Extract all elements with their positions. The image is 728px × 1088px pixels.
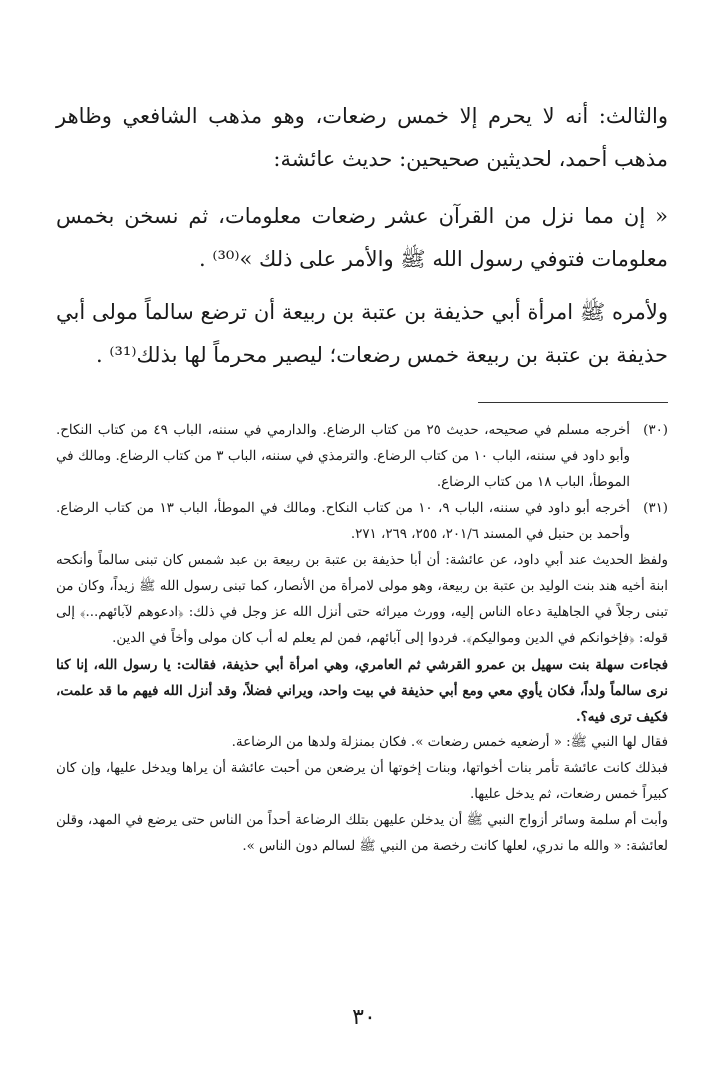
main-text	[56, 95, 668, 391]
footnote-paragraph-1: ولفظ الحديث عند أبي داود، عن عائشة: أن أبا حذيفة بن عتبة بن ربيعة بن عبد شمس كان تبنى سالماً وأنكحه ابنة أخيه هند بنت الوليد بن عتبة بن ربيعة، وهو مولى لامرأة من الأنصار، كما تبنى رسول الله ﷺ زيداً، وكان من تبنى رجلاً في الجاهلية دعاه الناس إليه، وورث ميراثه حتى أنزل الله عز وجل في ذلك: ﴿ادعوهم لآبائهم...﴾ إلى قوله: ﴿فإخوانكم في الدين ومواليكم﴾. فردوا إلى آبائهم، فمن لم يعلم له أب كان مولى وأخاً في الدين.	[56, 553, 668, 646]
page-number: ٣٠	[352, 1005, 376, 1030]
footnotes	[56, 418, 668, 860]
paragraph-abu-hudhayfa: ولأمره ﷺ امرأة أبي حذيفة بن عتبة بن ربيعة أن ترضع سالماً مولى أبي حذيفة بن عتبة بن ربيعة خمس رضعات؛ ليصير محرماً لها بذلك⁽³¹⁾ .	[56, 300, 668, 367]
footnote-separator	[478, 402, 668, 403]
footnote-30	[56, 418, 668, 496]
paragraph-hadith-aisha: « إن مما نزل من القرآن عشر رضعات معلومات، ثم نسخن بخمس معلومات فتوفي رسول الله ﷺ والأمر على ذلك »⁽³⁰⁾ .	[56, 204, 668, 271]
footnote-30-number: (٣٠)	[643, 423, 668, 438]
footnote-31-text: أخرجه أبو داود في سننه، الباب ٩، ١٠ من كتاب النكاح. ومالك في الموطأ، الباب ١٣ من كتاب الرضاع. وأحمد بن حنبل في المسند ٢٠١/٦، ٢٥٥، ٢٦٩، ٢٧١.	[56, 501, 630, 542]
footnote-paragraph-4: فبذلك كانت عائشة تأمر بنات أخواتها، وبنات إخوتها أن يرضعن من أحبت عائشة أن يراها ويدخل عليها، وإن كان كبيراً خمس رضعات، ثم يدخل عليها.	[56, 761, 668, 802]
footnote-31	[56, 496, 668, 548]
footnote-30-text: أخرجه مسلم في صحيحه، حديث ٢٥ من كتاب الرضاع. والدارمي في سننه، الباب ٤٩ من كتاب النكاح. وأبو داود في سننه، الباب ١٠ من كتاب الرضاع. والترمذي في سننه، الباب ٣ من كتاب الرضاع. ومالك في الموطأ، الباب ١٨ من كتاب الرضاع.	[56, 423, 630, 490]
footnote-paragraph-5: وأبت أم سلمة وسائر أزواج النبي ﷺ أن يدخلن عليهن بتلك الرضاعة أحداً من الناس حتى يرضع في المهد، وقلن لعائشة: « والله ما ندري، لعلها كانت رخصة من النبي ﷺ لسالم دون الناس ».	[56, 813, 668, 854]
paragraph-third-opinion: والثالث: أنه لا يحرم إلا خمس رضعات، وهو مذهب الشافعي وظاهر مذهب أحمد، لحديثين صحيحين: حديث عائشة:	[56, 104, 668, 171]
footnote-paragraph-2: فجاءت سهلة بنت سهيل بن عمرو القرشي ثم العامري، وهي امرأة أبي حذيفة، فقالت: يا رسول الله، إنا كنا نرى سالماً ولداً، فكان يأوي معي ومع أبي حذيفة في بيت واحد، ويراني فضلاً، وقد أنزل الله فيهم ما قد علمت، فكيف ترى فيه؟.	[56, 657, 668, 725]
footnote-31-number: (٣١)	[643, 501, 668, 516]
footnote-paragraph-3: فقال لها النبي ﷺ: « أرضعيه خمس رضعات ». فكان بمنزلة ولدها من الرضاعة.	[231, 735, 668, 750]
